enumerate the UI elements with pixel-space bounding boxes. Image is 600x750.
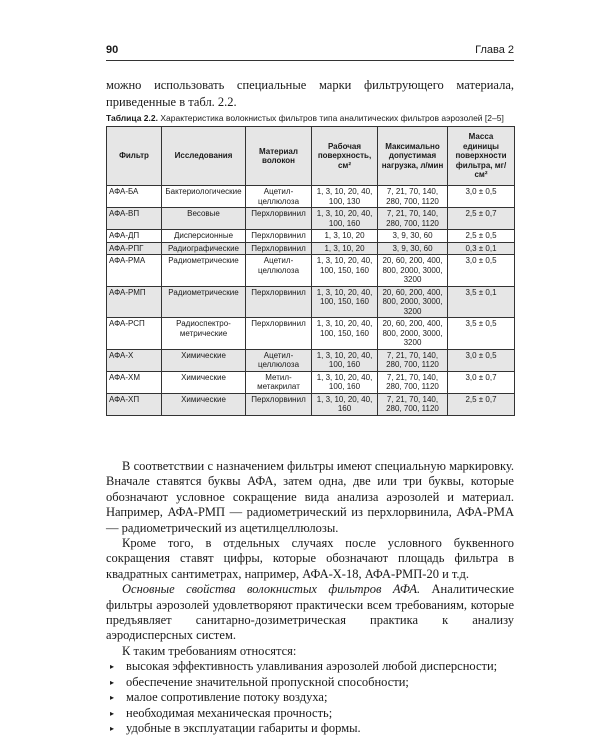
cell-load: 20, 60, 200, 400, 800, 2000, 3000, 3200 [378, 255, 448, 287]
requirements-list [106, 659, 514, 736]
cell-mass: 3,0 ± 0,5 [448, 255, 515, 287]
table-row [107, 242, 515, 255]
list-item [106, 721, 514, 736]
filters-table [106, 126, 515, 416]
cell-research: Радиографические [162, 242, 246, 255]
table-caption [106, 113, 526, 123]
cell-material: Перхлорвинил [246, 393, 312, 415]
cell-research: Дисперсионные [162, 230, 246, 243]
bullet-marker-icon: ▸ [110, 723, 115, 733]
cell-surface: 1, 3, 10, 20, 40, 100, 150, 160 [312, 255, 378, 287]
cell-surface: 1, 3, 10, 20, 40, 100, 130 [312, 186, 378, 208]
cell-mass: 3,0 ± 0,5 [448, 349, 515, 371]
table-header-row [107, 127, 515, 186]
cell-research: Бактериологические [162, 186, 246, 208]
cell-filter: АФА-РПГ [107, 242, 162, 255]
cell-filter: АФА-РМА [107, 255, 162, 287]
cell-load: 7, 21, 70, 140, 280, 700, 1120 [378, 393, 448, 415]
chapter-title: Глава 2 [475, 44, 514, 56]
properties-heading: Основные свойства волокнистых фильтров АФА. [122, 582, 421, 597]
col-header-material: Материал волокон [246, 127, 312, 186]
list-item-text: обеспечение значительной пропускной способности; [126, 674, 409, 689]
list-item [106, 659, 514, 674]
table-row [107, 393, 515, 415]
cell-research: Химические [162, 371, 246, 393]
paragraph-marking: В соответствии с назначением фильтры имеют специальную маркировку. Вначале ставятся буквы АФА, затем одна, две или три буквы, которые обозначают условное сокращение вида анализа аэрозолей и материал. Например, АФА-РМП — радиометрический из перхлорвинила, АФА-РМА — радиометрический из ацетилцеллюлозы. [106, 459, 514, 535]
table-row [107, 318, 515, 350]
cell-mass: 2,5 ± 0,5 [448, 230, 515, 243]
paragraph-digits: Кроме того, в отдельных случаях после условного буквенного сокращения ставят цифры, которые обозначают площадь фильтра в квадратных сантиметрах, например, АФА-Х-18, АФА-РМП-20 и т.д. [106, 536, 514, 581]
cell-load: 7, 21, 70, 140, 280, 700, 1120 [378, 186, 448, 208]
list-item-text: удобные в эксплуатации габариты и формы. [126, 720, 361, 735]
cell-research: Химические [162, 393, 246, 415]
col-header-mass: Масса единицы поверхности фильтра, мг/см² [448, 127, 515, 186]
cell-material: Ацетил-целлюлоза [246, 349, 312, 371]
cell-material: Перхлорвинил [246, 318, 312, 350]
table-row [107, 286, 515, 318]
cell-filter: АФА-Х [107, 349, 162, 371]
body-text [106, 459, 514, 736]
list-item-text: высокая эффективность улавливания аэрозолей любой дисперсности; [126, 659, 498, 674]
cell-load: 20, 60, 200, 400, 800, 2000, 3000, 3200 [378, 318, 448, 350]
cell-surface: 1, 3, 10, 20, 40, 100, 160 [312, 208, 378, 230]
cell-load: 3, 9, 30, 60 [378, 230, 448, 243]
cell-surface: 1, 3, 10, 20, 40, 100, 150, 160 [312, 318, 378, 350]
cell-filter: АФА-РМП [107, 286, 162, 318]
cell-mass: 3,0 ± 0,7 [448, 371, 515, 393]
cell-surface: 1, 3, 10, 20 [312, 242, 378, 255]
cell-research: Радиометрические [162, 286, 246, 318]
list-item [106, 675, 514, 690]
cell-mass: 2,5 ± 0,7 [448, 208, 515, 230]
col-header-load: Максимально допустимая нагрузка, л/мин [378, 127, 448, 186]
cell-mass: 3,0 ± 0,5 [448, 186, 515, 208]
paragraph-properties [106, 582, 514, 644]
col-header-surface: Рабочая поверхность, см² [312, 127, 378, 186]
cell-load: 20, 60, 200, 400, 800, 2000, 3000, 3200 [378, 286, 448, 318]
cell-load: 7, 21, 70, 140, 280, 700, 1120 [378, 349, 448, 371]
table-caption-text: Характеристика волокнистых фильтров типа аналитических фильтров аэрозолей [2–5] [160, 113, 504, 123]
col-header-research: Исследования [162, 127, 246, 186]
properties-text: Аналитические фильтры аэрозолей удовлетворяют практически всем требованиям, которые предъявляет санитарно-дозиметрическая практика к анализу аэродисперсных систем. [106, 582, 514, 643]
list-item [106, 690, 514, 705]
table-caption-label: Таблица 2.2. [106, 113, 158, 123]
cell-load: 7, 21, 70, 140, 280, 700, 1120 [378, 208, 448, 230]
col-header-filter: Фильтр [107, 127, 162, 186]
list-item-text: малое сопротивление потоку воздуха; [126, 690, 328, 705]
cell-load: 7, 21, 70, 140, 280, 700, 1120 [378, 371, 448, 393]
cell-mass: 3,5 ± 0,5 [448, 318, 515, 350]
cell-filter: АФА-ДП [107, 230, 162, 243]
cell-filter: АФА-ВП [107, 208, 162, 230]
bullet-marker-icon: ▸ [110, 708, 115, 718]
cell-surface: 1, 3, 10, 20, 40, 100, 160 [312, 349, 378, 371]
cell-filter: АФА-ХМ [107, 371, 162, 393]
cell-surface: 1, 3, 10, 20 [312, 230, 378, 243]
cell-material: Перхлорвинил [246, 286, 312, 318]
paragraph-requirements: К таким требованиям относятся: [122, 643, 297, 658]
bullet-marker-icon: ▸ [110, 662, 115, 672]
table-row [107, 230, 515, 243]
table-row [107, 186, 515, 208]
cell-material: Ацетил-целлюлоза [246, 186, 312, 208]
table-row [107, 208, 515, 230]
cell-filter: АФА-БА [107, 186, 162, 208]
page-number: 90 [106, 44, 119, 56]
cell-research: Весовые [162, 208, 246, 230]
bullet-marker-icon: ▸ [110, 693, 115, 703]
list-item-text: необходимая механическая прочность; [126, 705, 333, 720]
cell-surface: 1, 3, 10, 20, 40, 100, 160 [312, 371, 378, 393]
cell-material: Перхлорвинил [246, 208, 312, 230]
cell-material: Ацетил-целлюлоза [246, 255, 312, 287]
cell-research: Радиоспектро-метрические [162, 318, 246, 350]
table-body [107, 186, 515, 416]
cell-load: 3, 9, 30, 60 [378, 242, 448, 255]
cell-material: Метил-метакрилат [246, 371, 312, 393]
cell-mass: 2,5 ± 0,7 [448, 393, 515, 415]
list-item [106, 706, 514, 721]
table-row [107, 255, 515, 287]
cell-material: Перхлорвинил [246, 230, 312, 243]
cell-filter: АФА-РСП [107, 318, 162, 350]
intro-paragraph: можно использовать специальные марки фильтрующего материала, приведенные в табл. 2.2. [106, 78, 514, 109]
table-row [107, 371, 515, 393]
cell-mass: 0,3 ± 0,1 [448, 242, 515, 255]
bullet-marker-icon: ▸ [110, 677, 115, 687]
cell-surface: 1, 3, 10, 20, 40, 160 [312, 393, 378, 415]
cell-filter: АФА-ХП [107, 393, 162, 415]
cell-surface: 1, 3, 10, 20, 40, 100, 150, 160 [312, 286, 378, 318]
table-row [107, 349, 515, 371]
cell-material: Перхлорвинил [246, 242, 312, 255]
cell-research: Химические [162, 349, 246, 371]
cell-research: Радиометрические [162, 255, 246, 287]
cell-mass: 3,5 ± 0,1 [448, 286, 515, 318]
running-header [106, 44, 514, 61]
